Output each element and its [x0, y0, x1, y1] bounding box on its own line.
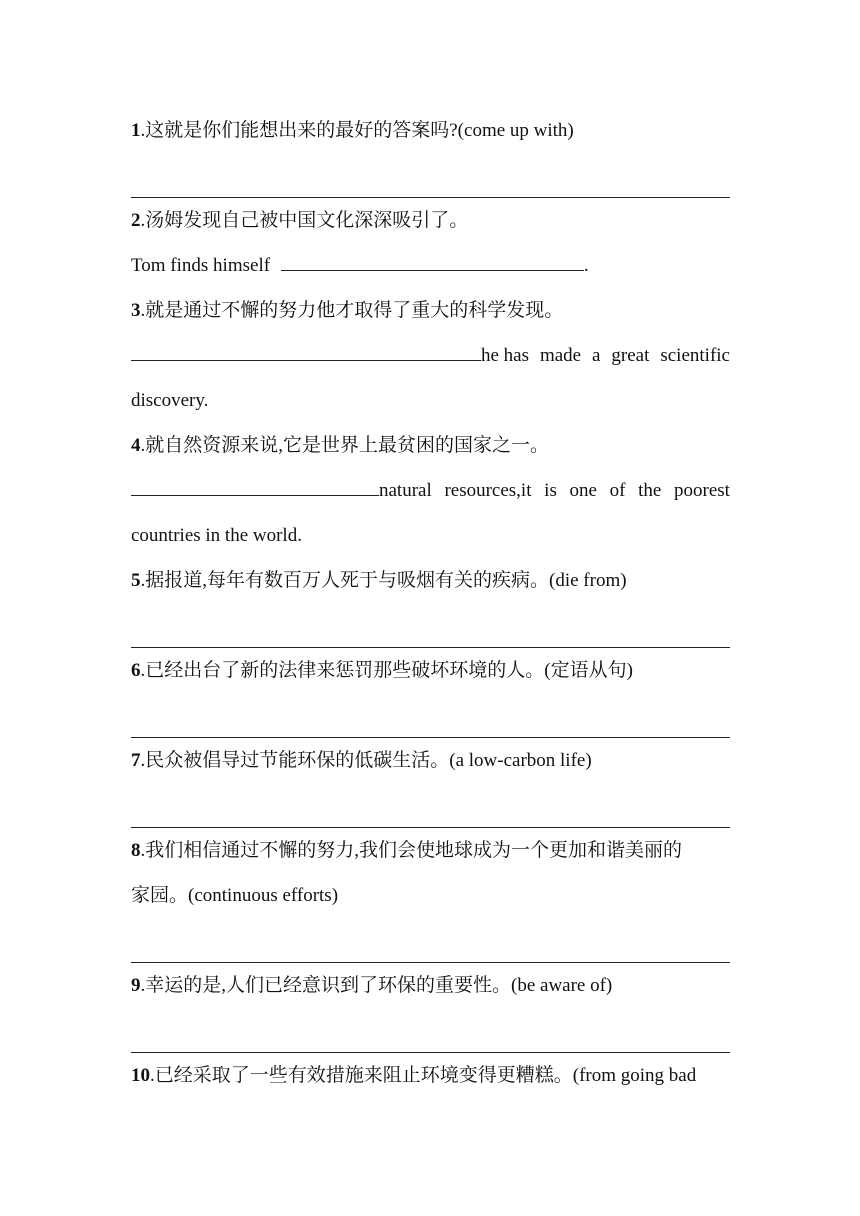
word: great	[611, 345, 650, 366]
sentence-prefix: Tom finds himself	[131, 255, 271, 276]
sentence-ending: countries in the world.	[131, 525, 302, 546]
question-text: .幸运的是,人们已经意识到了环保的重要性。(be aware of)	[140, 975, 613, 996]
question-text: .这就是你们能想出来的最好的答案吗?(come up with)	[140, 120, 574, 141]
answer-line[interactable]	[131, 1008, 730, 1053]
word: natural	[379, 480, 432, 501]
word: poorest	[674, 480, 730, 501]
word: the	[638, 480, 662, 501]
question-text: .汤姆发现自己被中国文化深深吸引了。	[140, 210, 469, 231]
question-text: .就自然资源来说,它是世界上最贫困的国家之一。	[140, 435, 550, 456]
question-text: .民众被倡导过节能环保的低碳生活。(a low-carbon life)	[140, 750, 592, 771]
question-number: 4	[131, 435, 141, 456]
word: is	[544, 480, 557, 501]
question-number: 2	[131, 210, 141, 231]
question-text: .已经采取了一些有效措施来阻止环境变得更糟糕。(from going bad	[150, 1065, 697, 1086]
word: made	[539, 345, 582, 366]
question-6	[131, 648, 730, 693]
sentence-suffix: .	[583, 255, 589, 276]
word: scientific	[660, 345, 730, 366]
word: of	[609, 480, 626, 501]
answer-blank[interactable]	[281, 250, 584, 271]
question-number: 9	[131, 975, 141, 996]
question-1	[131, 108, 730, 153]
question-2	[131, 198, 730, 243]
sentence-continuation-line2	[131, 378, 730, 423]
question-number: 10	[131, 1065, 150, 1086]
answer-blank[interactable]	[131, 475, 379, 496]
question-number: 6	[131, 660, 141, 681]
answer-line[interactable]	[131, 603, 730, 648]
question-7	[131, 738, 730, 783]
question-number: 3	[131, 300, 141, 321]
question-10	[131, 1053, 730, 1098]
answer-line[interactable]	[131, 153, 730, 198]
question-8-line2	[131, 873, 730, 918]
question-text: .我们相信通过不懈的努力,我们会使地球成为一个更加和谐美丽的	[140, 840, 683, 861]
question-text: .已经出台了新的法律来惩罚那些破坏环境的人。(定语从句)	[140, 660, 633, 681]
answer-line[interactable]	[131, 918, 730, 963]
sentence-continuation	[379, 468, 730, 513]
fill-in-line	[131, 333, 730, 378]
answer-line[interactable]	[131, 783, 730, 828]
word: he has	[481, 345, 530, 366]
question-number: 1	[131, 120, 141, 141]
answer-blank[interactable]	[131, 340, 481, 361]
sentence-continuation-line2	[131, 513, 730, 558]
question-text-continued: 家园。(continuous efforts)	[131, 885, 339, 906]
question-number: 5	[131, 570, 141, 591]
word: a	[592, 345, 601, 366]
question-3	[131, 288, 730, 333]
question-number: 8	[131, 840, 141, 861]
question-8	[131, 828, 730, 873]
question-number: 7	[131, 750, 141, 771]
fill-in-line	[131, 468, 730, 513]
word: resources,it	[444, 480, 532, 501]
question-text: .据报道,每年有数百万人死于与吸烟有关的疾病。(die from)	[140, 570, 627, 591]
sentence-ending: discovery.	[131, 390, 209, 411]
question-5	[131, 558, 730, 603]
sentence-continuation	[481, 333, 730, 378]
exercise-sheet	[131, 108, 730, 1098]
question-4	[131, 423, 730, 468]
answer-line[interactable]	[131, 693, 730, 738]
question-text: .就是通过不懈的努力他才取得了重大的科学发现。	[140, 300, 564, 321]
question-9	[131, 963, 730, 1008]
word: one	[569, 480, 597, 501]
fill-in-line	[131, 243, 730, 288]
